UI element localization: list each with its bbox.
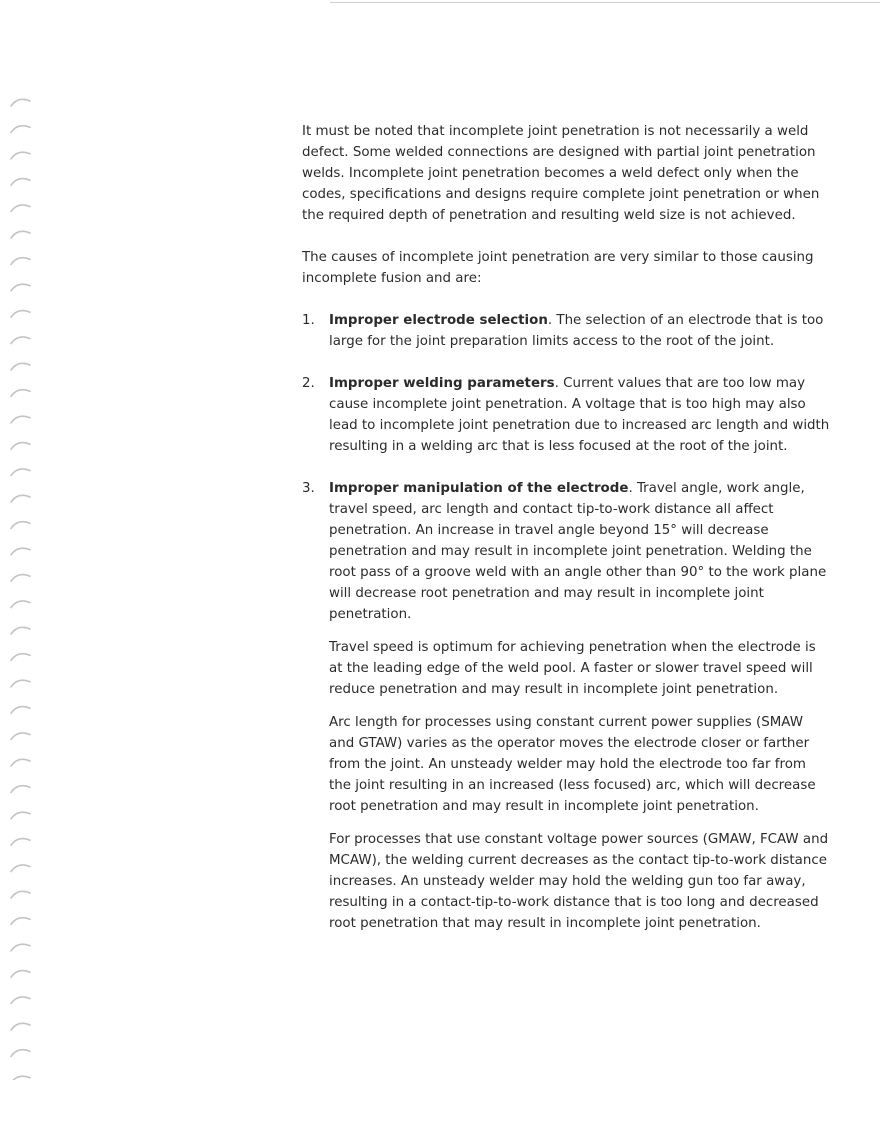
cause-text: . Current values that are too low may cause incomplete joint penetration. A voltage that is too high may also lead to incomplete joint penetration due to increased arc length and width resulting in a welding arc that is less focused at the root of the joint. bbox=[329, 376, 830, 454]
list-number: 2. bbox=[302, 376, 315, 391]
intro-paragraph: It must be noted that incomplete joint penetration is not necessarily a weld defect. Some welded connections are designed with partial joint penetration welds. Incomplete joint penetration becomes a weld defect only when the codes, specifications and designs require complete joint penetration or when the required depth of penetration and resulting weld size is not achieved. bbox=[302, 124, 820, 223]
binding-ring bbox=[11, 363, 30, 370]
binding-ring bbox=[11, 1076, 30, 1080]
cause-text: . The selection of an electrode that is too large for the joint preparation limits access to the root of the joint. bbox=[329, 313, 824, 349]
cause-title: Improper manipulation of the electrode bbox=[329, 481, 629, 496]
binding-ring bbox=[11, 839, 30, 846]
binding-ring bbox=[11, 1023, 30, 1030]
binding-ring bbox=[11, 311, 30, 318]
top-rule bbox=[330, 2, 880, 3]
spiral-binding bbox=[6, 70, 46, 1080]
list-item bbox=[302, 310, 830, 352]
binding-ring bbox=[11, 1050, 30, 1057]
binding-ring bbox=[11, 469, 30, 476]
binding-ring bbox=[11, 126, 30, 133]
binding-ring bbox=[11, 258, 30, 265]
binding-ring bbox=[11, 627, 30, 634]
binding-ring bbox=[11, 971, 30, 978]
binding-ring bbox=[11, 337, 30, 344]
binding-ring bbox=[11, 443, 30, 450]
binding-ring bbox=[11, 284, 30, 291]
binding-ring bbox=[11, 865, 30, 872]
binding-ring bbox=[11, 99, 30, 106]
binding-ring bbox=[11, 733, 30, 740]
binding-ring bbox=[11, 944, 30, 951]
binding-ring bbox=[11, 205, 30, 212]
list-number: 3. bbox=[302, 481, 315, 496]
arc-length-paragraph: Arc length for processes using constant current power supplies (SMAW and GTAW) varies as the operator moves the electrode closer or farther from the joint. An unsteady welder may hold the electrode too far from the joint resulting in an increased (less focused) arc, which will decrease root penetration and may result in incomplete joint penetration. bbox=[329, 715, 816, 814]
binding-ring bbox=[11, 179, 30, 186]
binding-ring bbox=[11, 759, 30, 766]
list-item bbox=[302, 478, 830, 934]
cause-title: Improper electrode selection bbox=[329, 313, 548, 328]
binding-ring bbox=[11, 601, 30, 608]
cause-text: . Travel angle, work angle, travel speed, arc length and contact tip-to-work distance all affect penetration. An increase in travel angle beyond 15° will decrease penetration and may result in incomplete joint penetration. Welding the root pass of a groove weld with an angle other than 90° to the work plane will decrease root penetration and may result in incomplete joint penetration. bbox=[329, 481, 827, 622]
causes-list bbox=[302, 310, 830, 934]
page-content bbox=[302, 121, 830, 955]
binding-ring bbox=[11, 390, 30, 397]
binding-ring bbox=[11, 548, 30, 555]
list-item bbox=[302, 373, 830, 457]
constant-voltage-paragraph: For processes that use constant voltage power sources (GMAW, FCAW and MCAW), the welding current decreases as the contact tip-to-work distance increases. An unsteady welder may hold the welding gun too far away, resulting in a contact-tip-to-work distance that is too long and decreased root penetration that may result in incomplete joint penetration. bbox=[329, 832, 829, 931]
travel-speed-paragraph: Travel speed is optimum for achieving penetration when the electrode is at the leading edge of the weld pool. A faster or slower travel speed will reduce penetration and may result in incomplete joint penetration. bbox=[329, 640, 816, 697]
list-number: 1. bbox=[302, 313, 315, 328]
binding-ring bbox=[11, 891, 30, 898]
causes-intro-paragraph: The causes of incomplete joint penetration are very similar to those causing incomplete fusion and are: bbox=[302, 250, 814, 286]
binding-ring bbox=[11, 997, 30, 1004]
binding-ring bbox=[11, 152, 30, 159]
binding-ring bbox=[11, 522, 30, 529]
binding-ring bbox=[11, 918, 30, 925]
binding-ring bbox=[11, 416, 30, 423]
binding-ring bbox=[11, 812, 30, 819]
binding-ring bbox=[11, 707, 30, 714]
cause-title: Improper welding parameters bbox=[329, 376, 555, 391]
binding-ring bbox=[11, 654, 30, 661]
binding-ring bbox=[11, 575, 30, 582]
binding-ring bbox=[11, 231, 30, 238]
binding-ring bbox=[11, 680, 30, 687]
binding-ring bbox=[11, 495, 30, 502]
binding-ring bbox=[11, 786, 30, 793]
